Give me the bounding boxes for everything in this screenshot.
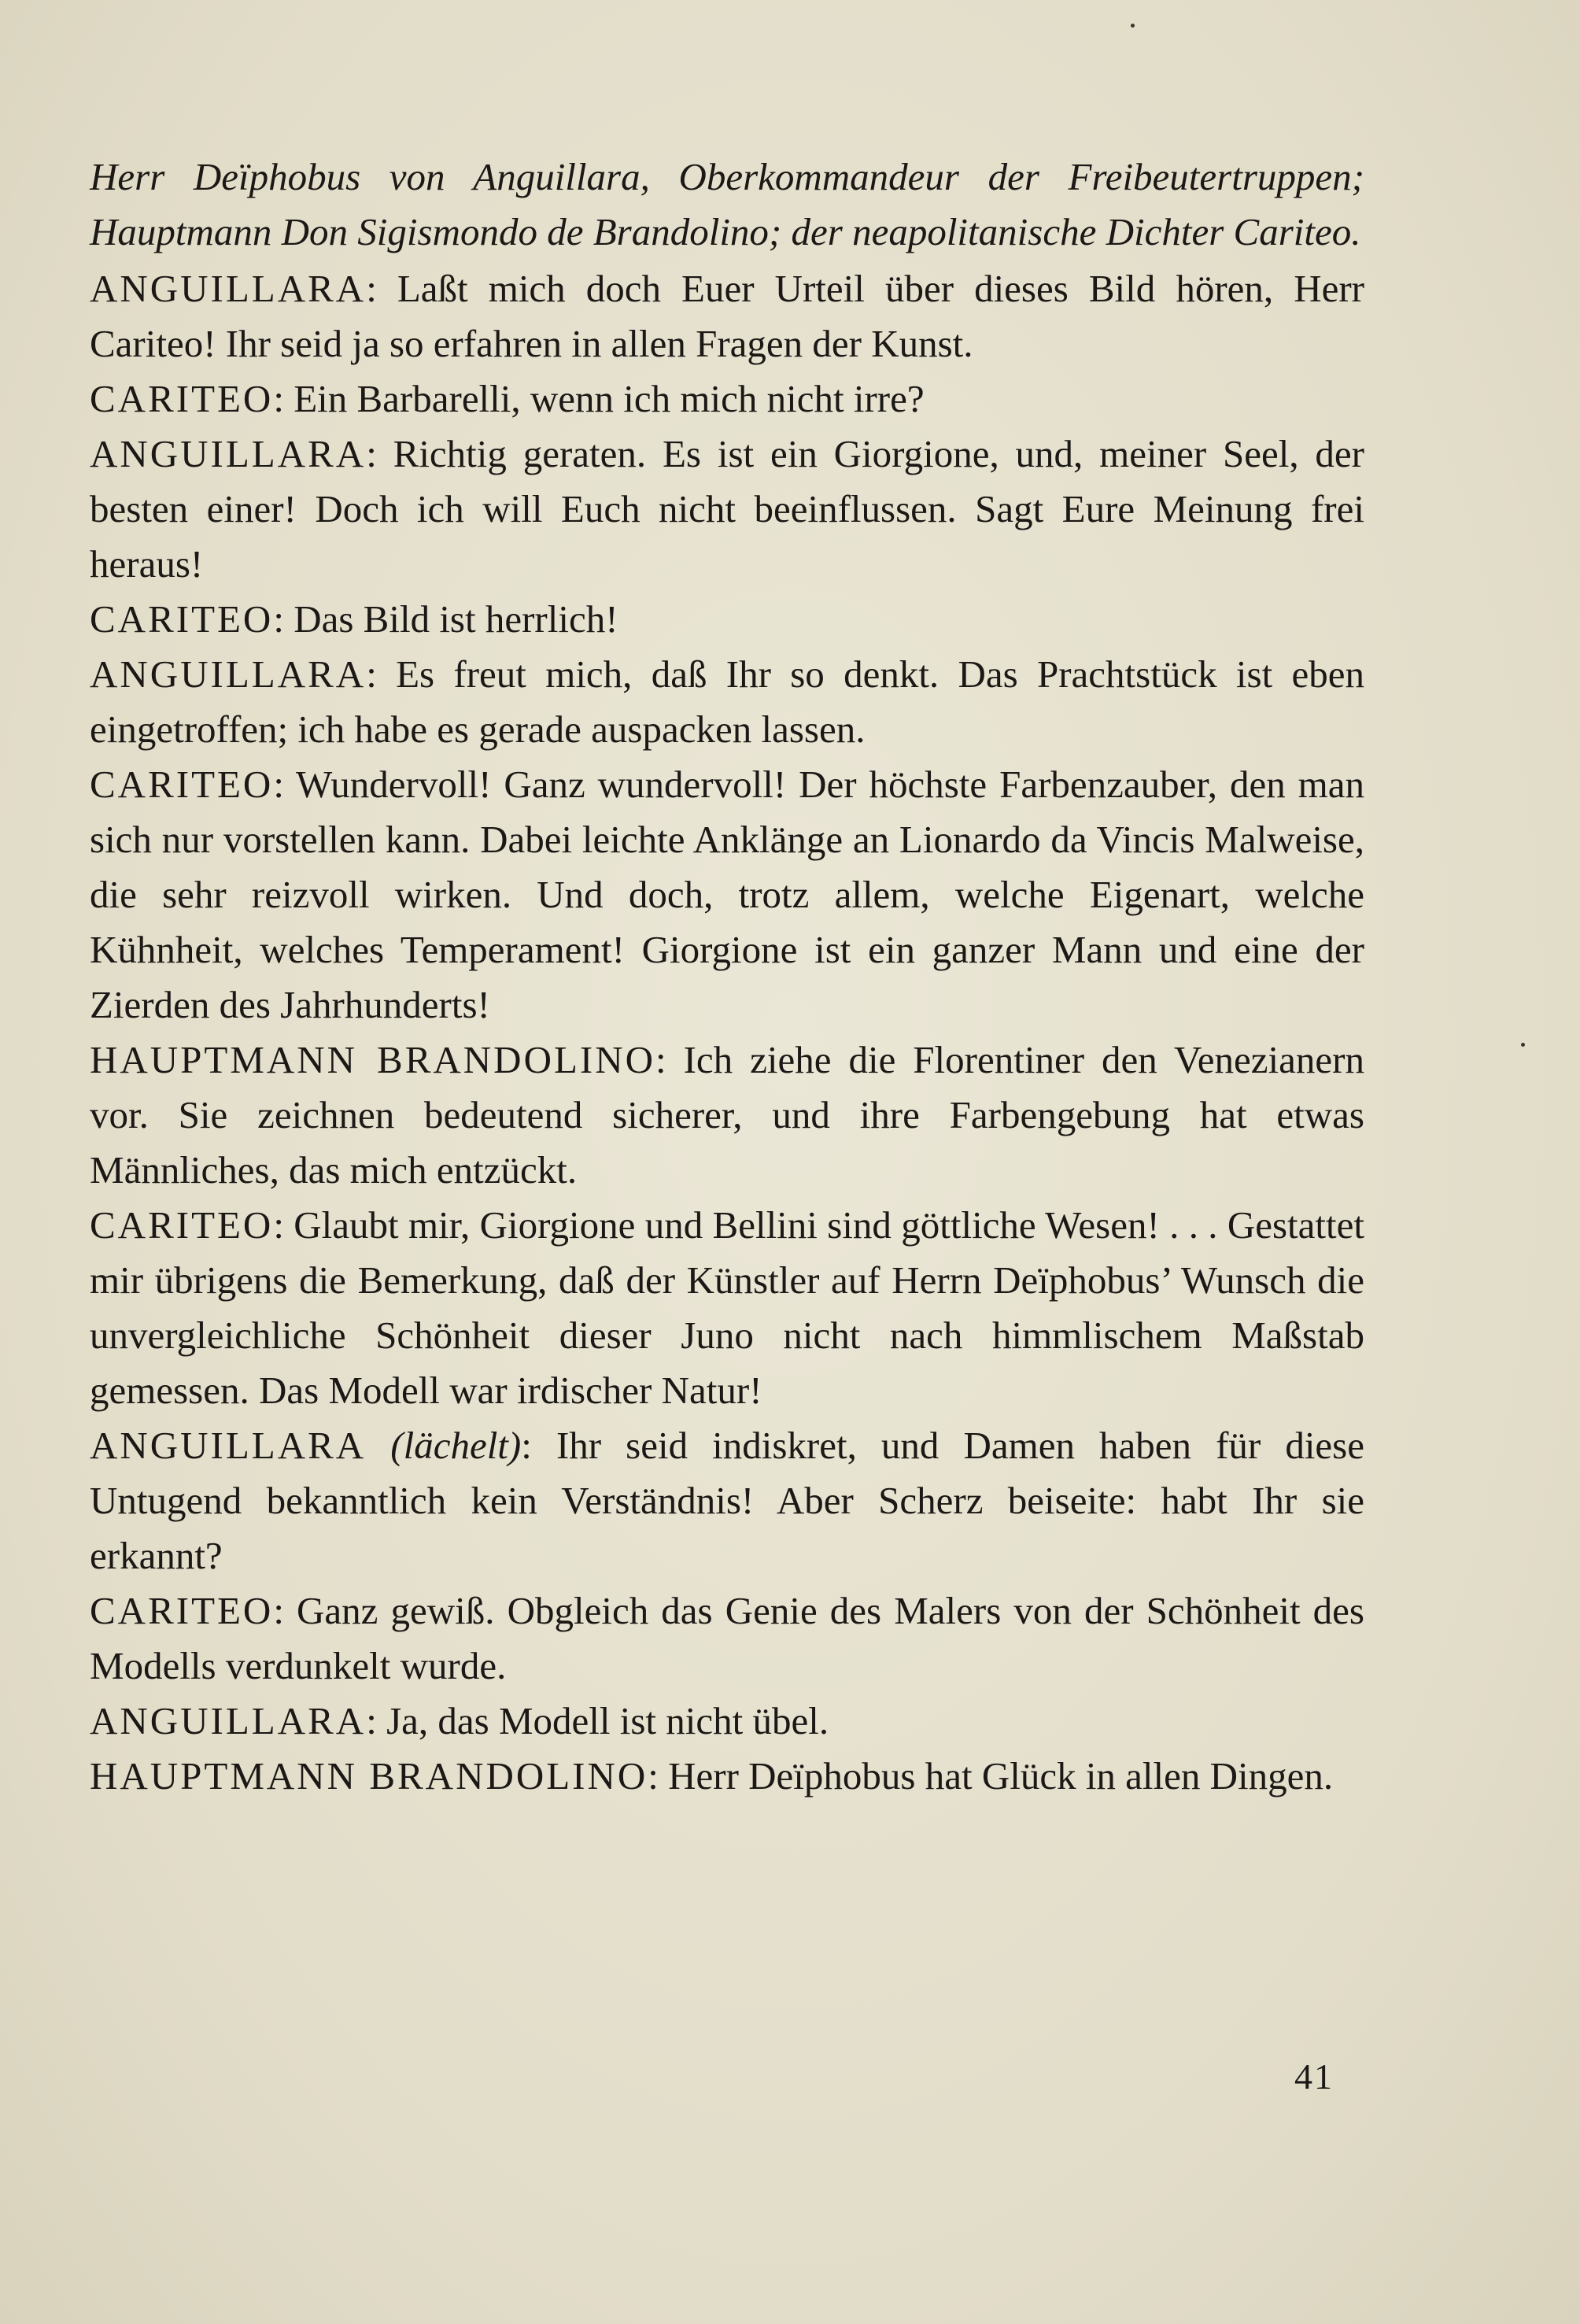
dialogue-line: HAUPTMANN BRANDOLINO: Herr Deïphobus hat Glück in allen Dingen. bbox=[90, 1754, 1334, 1797]
dialogue-line: HAUPTMANN BRANDOLINO: Ich ziehe die Florentiner den Venezianern vor. Sie zeichnen bedeutend sicherer, und ihre Farbengebung hat etwas Männliches, das mich entzückt. bbox=[90, 1038, 1364, 1192]
dialogue-text: Ja, das Modell ist nicht übel. bbox=[386, 1699, 829, 1742]
dialogue-line: ANGUILLARA: Es freut mich, daß Ihr so denkt. Das Prachtstück ist eben eingetroffen; ich habe es gerade auspacken lassen. bbox=[90, 652, 1364, 751]
speaker-name: ANGUILLARA bbox=[90, 1699, 367, 1742]
dialogue-line: CARITEO: Ein Barbarelli, wenn ich mich nicht irre? bbox=[90, 377, 925, 420]
speaker-name: CARITEO bbox=[90, 1589, 274, 1632]
dialogue-line: ANGUILLARA (lächelt): Ihr seid indiskret, und Damen haben für diese Untugend bekanntlich kein Verständnis! Aber Scherz beiseite: habt Ihr sie erkannt? bbox=[90, 1424, 1364, 1577]
speaker-name: ANGUILLARA bbox=[90, 652, 367, 696]
dialogue-text: Ein Barbarelli, wenn ich mich nicht irre? bbox=[293, 377, 925, 420]
speaker-name: CARITEO bbox=[90, 1203, 274, 1247]
speaker-name: HAUPTMANN BRANDOLINO bbox=[90, 1754, 648, 1797]
dialogue-line: CARITEO: Glaubt mir, Giorgione und Bellini sind göttliche Wesen! . . . Gestattet mir übrigens die Bemerkung, daß der Künstler auf Herrn Deïphobus’ Wunsch die unvergleichliche Schönheit dieser Juno nicht nach himmlischem Maßstab gemessen. Das Modell war irdischer Natur! bbox=[90, 1203, 1364, 1412]
dialogue-line: ANGUILLARA: Ja, das Modell ist nicht übel. bbox=[90, 1699, 829, 1742]
dialogue-text: Das Bild ist herrlich! bbox=[293, 597, 618, 641]
dialogue-line: CARITEO: Ganz gewiß. Obgleich das Genie des Malers von der Schönheit des Modells verdunkelt wurde. bbox=[90, 1589, 1364, 1687]
dialogue-text: Richtig geraten. Es ist ein Giorgione, und, meiner Seel, der besten einer! Doch ich will Euch nicht beeinflussen. Sagt Eure Meinung frei heraus! bbox=[90, 432, 1364, 586]
speaker-name: ANGUILLARA bbox=[90, 432, 367, 475]
page-number: 41 bbox=[1294, 2056, 1334, 2097]
dialogue-line: CARITEO: Wundervoll! Ganz wundervoll! Der höchste Farbenzauber, den man sich nur vorstellen kann. Dabei leichte Anklänge an Lionardo da Vincis Malweise, die sehr reizvoll wirken. Und doch, trotz allem, welche Eigenart, welche Kühnheit, welches Temperament! Giorgione ist ein ganzer Mann und eine der Zierden des Jahrhunderts! bbox=[90, 763, 1364, 1026]
dialogue-text: Glaubt mir, Giorgione und Bellini sind göttliche Wesen! . . . Gestattet mir übrigens die Bemerkung, daß der Künstler auf Herrn Deïphobus’ Wunsch die unvergleichliche Schönheit dieser Juno nicht nach himmlischem Maßstab gemessen. Das Modell war irdischer Natur! bbox=[90, 1203, 1364, 1412]
dialogue-text: Ich ziehe die Florentiner den Venezianern vor. Sie zeichnen bedeutend sicherer, und ihre Farbengebung hat etwas Männliches, das mich entzückt. bbox=[90, 1038, 1364, 1192]
speaker-name: HAUPTMANN BRANDOLINO bbox=[90, 1038, 655, 1081]
speaker-name: CARITEO bbox=[90, 763, 274, 806]
book-page bbox=[90, 150, 1364, 1804]
dialogue-text: Herr Deïphobus hat Glück in allen Dingen. bbox=[668, 1754, 1334, 1797]
paper-speck bbox=[1131, 24, 1135, 28]
dialogue-line: CARITEO: Das Bild ist herrlich! bbox=[90, 597, 618, 641]
dialogue-text: Wundervoll! Ganz wundervoll! Der höchste Farbenzauber, den man sich nur vorstellen kann. Dabei leichte Anklänge an Lionardo da Vincis Malweise, die sehr reizvoll wirken. Und doch, trotz allem, welche Eigenart, welche Kühnheit, welches Temperament! Giorgione ist ein ganzer Mann und eine der Zierden des Jahrhunderts! bbox=[90, 763, 1364, 1026]
dialogue-text: Ganz gewiß. Obgleich das Genie des Malers von der Schönheit des Modells verdunkelt wurde. bbox=[90, 1589, 1364, 1687]
dialogue-line: ANGUILLARA: Laßt mich doch Euer Urteil über dieses Bild hören, Herr Cariteo! Ihr seid ja so erfahren in allen Fragen der Kunst. bbox=[90, 267, 1364, 365]
dialogue-text: Ihr seid indiskret, und Damen haben für diese Untugend bekanntlich kein Verständnis! Aber Scherz beiseite: habt Ihr sie erkannt? bbox=[90, 1424, 1364, 1577]
dialogue-line: ANGUILLARA: Richtig geraten. Es ist ein Giorgione, und, meiner Seel, der besten einer! Doch ich will Euch nicht beeinflussen. Sagt Eure Meinung frei heraus! bbox=[90, 432, 1364, 586]
speaker-name: ANGUILLARA bbox=[90, 267, 367, 310]
dialogue-text: Laßt mich doch Euer Urteil über dieses Bild hören, Herr Cariteo! Ihr seid ja so erfahren in allen Fragen der Kunst. bbox=[90, 267, 1364, 365]
speaker-name: CARITEO bbox=[90, 377, 274, 420]
stage-direction: Herr Deïphobus von Anguillara, Oberkommandeur der Freibeutertruppen; Hauptmann Don Sigismondo de Brandolino; der neapolitanische Dichter Cariteo. bbox=[90, 155, 1364, 253]
speaker-name: CARITEO bbox=[90, 597, 274, 641]
dialogue-text: Es freut mich, daß Ihr so denkt. Das Prachtstück ist eben eingetroffen; ich habe es gerade auspacken lassen. bbox=[90, 652, 1364, 751]
paper-speck bbox=[1521, 1043, 1525, 1047]
stage-direction-inline: (lächelt) bbox=[390, 1424, 522, 1467]
speaker-name: ANGUILLARA bbox=[90, 1424, 367, 1467]
